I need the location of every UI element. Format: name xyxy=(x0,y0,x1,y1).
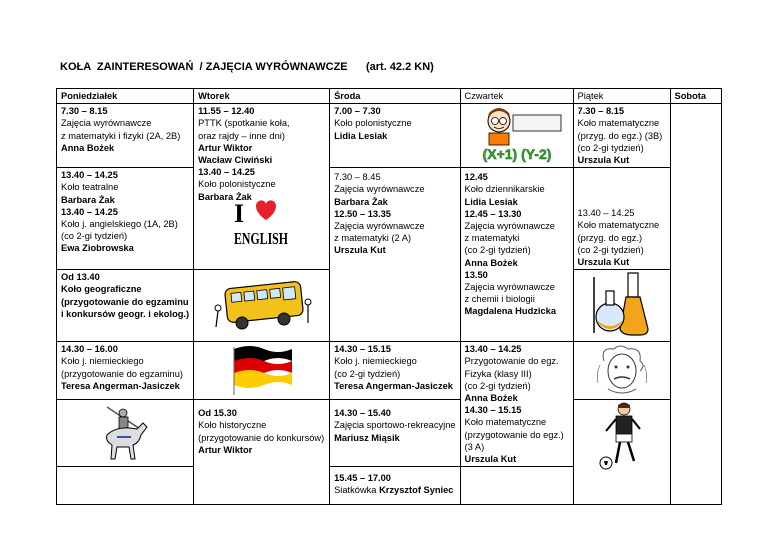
soccer-player-icon xyxy=(594,401,650,473)
table-row xyxy=(57,104,722,168)
page-title xyxy=(60,61,434,73)
cell-wed-r1: 7.00 – 7.30 Koło polonistyczne Lidia Lesiak xyxy=(330,104,460,168)
table-row xyxy=(57,168,722,270)
header-tuesday: Wtorek xyxy=(194,89,330,104)
cell-thu-r6 xyxy=(460,467,573,505)
svg-text:ENGLISH: ENGLISH xyxy=(234,229,288,248)
cell-tue-r5: Od 15.30 Koło historyczne (przygotowanie do konkursów) Artur Wiktor xyxy=(194,400,330,505)
i-love-english-icon xyxy=(232,198,292,248)
cell-wed-r4: 14.30 – 15.15 Koło j. niemieckiego (co 2-gi tydzień) Teresa Angerman-Jasiczek xyxy=(330,342,460,400)
header-saturday: Sobota xyxy=(670,89,721,104)
cell-wed-r6: 15.45 – 17.00 Siatkówka Krzysztof Syniec xyxy=(330,467,460,505)
cell-mon-r4: 14.30 – 16.00 Koło j. niemieckiego (przygotowanie do egzaminu) Teresa Angerman-Jasiczek xyxy=(57,342,194,400)
svg-text:(X+1) (Y-2): (X+1) (Y-2) xyxy=(482,146,551,163)
cell-fri-r2: 13.40 – 14.25 Koło matematyczne (przyg. do egz.) (co 2-gi tydzień) Urszula Kut xyxy=(573,168,670,270)
cell-fri-r3 xyxy=(573,270,670,342)
cell-fri-r4 xyxy=(573,342,670,400)
cell-thu-r2: 12.45 Koło dziennikarskie Lidia Lesiak 12.45 – 13.30 Zajęcia wyrównawcze z matematyki (co 2-gi tydzień) Anna Bożek 13.50 Zajęcia wyrównawcze z chemii i biologii Magdalena Hudzicka xyxy=(460,168,573,342)
cell-tue-r1: 11.55 – 12.40 PTTK (spotkanie koła, oraz rajdy – inne dni) Artur Wiktor Wacław Ciwiński 13.40 – 14.25 Koło polonistyczne Barbara Żak xyxy=(194,104,330,270)
cell-thu-r4: 13.40 – 14.25 Przygotowanie do egz. Fizyka (klasy III) (co 2-gi tydzień) Anna Bożek 14.30 – 15.15 Koło matematyczne (przygotowanie do egz.) (3 A) Urszula Kut xyxy=(460,342,573,467)
svg-text:I: I xyxy=(234,199,245,228)
german-flag-icon xyxy=(230,343,294,395)
header-wednesday: Środa xyxy=(330,89,460,104)
cell-mon-r5 xyxy=(57,400,194,467)
knight-on-horse-icon xyxy=(97,401,153,461)
cell-tue-r4 xyxy=(194,342,330,400)
title-note: (art. 42.2 KN) xyxy=(365,61,434,73)
cell-wed-r5: 14.30 – 15.40 Zajęcia sportowo-rekreacyjne Mariusz Miąsik xyxy=(330,400,460,467)
chemistry-flasks-icon xyxy=(590,271,654,337)
header-friday: Piątek xyxy=(573,89,670,104)
table-row xyxy=(57,342,722,400)
table-row xyxy=(57,400,722,467)
cell-wed-r2: 7.30 – 8.45 Zajęcia wyrównawcze Barbara Żak 12.50 – 13.35 Zajęcia wyrównawcze z matematyki (2 A) Urszula Kut xyxy=(330,168,460,342)
einstein-sketch-icon xyxy=(590,343,654,397)
title-main: KOŁA ZAINTERESOWAŃ / ZAJĘCIA WYRÓWNAWCZE xyxy=(60,61,348,73)
schedule-table xyxy=(56,88,722,505)
cell-tue-r3 xyxy=(194,270,330,342)
table-header-row xyxy=(57,89,722,104)
cell-fri-r5 xyxy=(573,400,670,505)
cell-mon-r3: Od 13.40 Koło geograficzne (przygotowanie do egzaminu i konkursów geogr. i ekolog.) xyxy=(57,270,194,342)
cell-fri-r1: 7.30 – 8.15 Koło matematyczne (przyg. do egz.) (3B) (co 2-gi tydzień) Urszula Kut xyxy=(573,104,670,168)
boy-math-equation-icon xyxy=(469,105,565,165)
header-monday: Poniedziałek xyxy=(57,89,194,104)
cell-mon-r2: 13.40 – 14.25 Koło teatralne Barbara Żak 13.40 – 14.25 Koło j. angielskiego (1A, 2B) (co 2-gi tydzień) Ewa Ziobrowska xyxy=(57,168,194,270)
cell-thu-r1 xyxy=(460,104,573,168)
school-bus-icon xyxy=(212,271,312,335)
cell-sat xyxy=(670,104,721,505)
cell-mon-r6 xyxy=(57,467,194,505)
header-thursday: Czwartek xyxy=(460,89,573,104)
cell-mon-r1: 7.30 – 8.15 Zajęcia wyrównawcze z matematyki i fizyki (2A, 2B) Anna Bożek xyxy=(57,104,194,168)
